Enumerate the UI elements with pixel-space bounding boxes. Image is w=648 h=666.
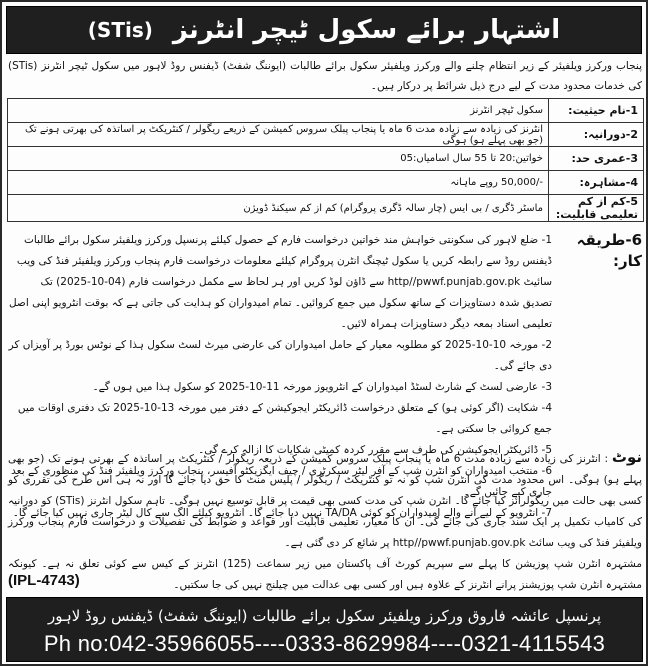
- method-item: 2- مورخہ 10-10-2025 کو مطلوبہ معیار کے حامل امیدواران کی عارضی میرٹ لسٹ سکول ہذا کے نوٹس بورڈ پر آویزاں کر دی جائے گی۔: [8, 339, 552, 372]
- spec-value: سکول ٹیچر انٹرنز: [8, 99, 549, 123]
- note-text-secondary: مشتہرہ انٹرن شپ پوزیشن کا پہلے سے سپریم کورٹ آف پاکستان میں زیر سماعت (125) انٹرنز کے کیس سے کوئی تعلق نہ ہے۔ کیونکہ مشتہرہ انٹرن شپ پوزیشنز پرانے انٹرنز کے علاوہ ہیں اور کسی بھی عدالت میں چیلنج نہیں کی جا سکتیں۔: [8, 558, 642, 591]
- spec-label: 2-دورانیہ:: [549, 123, 644, 147]
- reference-code: (IPL-4743): [8, 572, 80, 589]
- table-row: [8, 123, 644, 147]
- spec-value: انٹرنز کی زیادہ سے زیادہ مدت 6 ماہ یا پنجاب پبلک سروس کمیشن کے ذریعے ریگولر / کنٹریکٹ پر اساتذہ کی بھرتی ہونے تک (جو بھی پہلے ہو) ہوگی: [8, 123, 549, 147]
- page-title: اشتہار برائے سکول ٹیچر انٹرنز: [172, 15, 561, 45]
- method-item: 4- شکایت (اگر کوئی ہو) کے متعلق درخواست ڈائریکٹر ایجوکیشن کے دفتر میں مورخہ 13-10-2025 تک دفتری اوقات میں جمع کروائی جا سکتی ہے۔: [17, 402, 552, 435]
- intro-paragraph: پنجاب ورکرز ویلفیئر کے زیر انتظام چلنے والے ورکرز ویلفیئر سکول برائے طالبات (ایوننگ شفٹ) ڈیفنس روڈ لاہور میں سکول ٹیچر انٹرنز (STis) کی خدمات محدود مدت کے لیے درج ذیل شرائط پر درکار ہیں۔: [8, 60, 642, 92]
- spec-label: 4-مشاہرہ:: [549, 171, 644, 195]
- title-abbreviation: (STis): [87, 18, 153, 42]
- note-label: نوٹ: [611, 448, 643, 466]
- table-row: [8, 171, 644, 195]
- note-section: [8, 447, 642, 596]
- method-item: 6- منتخب امیدواران کو انٹرن شپ کے آفر لیٹر سیکرٹری / چیف ایگزیکٹو آفیسر، پنجاب ورکرز ویلفیئر فنڈ کی منظوری کے بعد جاری کیے جائیں گے۔: [11, 465, 552, 498]
- spec-label: 5-کم از کم تعلیمی قابلیت:: [549, 195, 644, 222]
- method-item: 7- انٹرویو کے لیے آنے والے امیدواران کو کوئی TA/DA نہیں دیا جائے گا۔ انٹرویو کیلئے الگ سے کال لیٹر جاری نہیں کیا جائے گا۔: [12, 507, 552, 519]
- method-item: 5- ڈائریکٹر ایجوکیشن کی طرف سے مقرر کردہ کمیٹی شکایات کا ازالہ کرے گی۔: [198, 444, 552, 456]
- contact-school: پرنسپل عائشہ فاروق ورکرز ویلفیئر سکول برائے طالبات (ایوننگ شفٹ) ڈیفنس روڈ لاہور: [47, 607, 602, 625]
- table-row: [8, 195, 644, 222]
- specs-table: [7, 98, 644, 222]
- method-first-row: [8, 230, 642, 335]
- spec-label: 3-عمری حد:: [549, 147, 644, 171]
- spec-value: ماسٹر ڈگری / بی ایس (چار سالہ ڈگری پروگرام) کم از کم سیکنڈ ڈویژن: [8, 195, 549, 222]
- footer-banner: [6, 597, 643, 662]
- spec-value: -/50,000 روپے ماہانہ: [8, 171, 549, 195]
- method-item: 3- عارضی لسٹ کے شارٹ لسٹڈ امیدواران کے انٹرویوز مورخہ 11-10-2025 کو سکول ہذا میں ہوں گے۔: [92, 381, 552, 393]
- spec-value: خواتین:20 تا 55 سال اسامیاں:05: [8, 147, 549, 171]
- table-row: [8, 147, 644, 171]
- method-item: 1- ضلع لاہور کی سکونتی خواہش مند خواتین درخواست فارم کے حصول کیلئے پرنسپل ورکرز ویلفیئر سکول برائے طالبات ڈیفنس روڈ سے رابطہ کریں یا سکول ٹیچنگ انٹرن پروگرام کیلئے معلومات درخواست فارم پنجاب ورکرز ویلفیئر فنڈ کی ویب سائیٹ http//pwwf.punjab.gov.pk سے ڈاؤن لوڈ کریں اور ہر لحاظ سے مکمل درخواست فارم (04-10-2025) تک تصدیق شدہ دستاویزات کے ساتھ سکول میں جمع کروائیں۔ تمام امیدواران کو ہدایت کی جاتی ہے کہ بوقت انٹرویو اپنی اصل تعلیمی اسناد بمعہ دیگر دستاویزات ہمراہ لائیں۔: [8, 234, 552, 330]
- header-banner: [6, 6, 642, 54]
- spec-label: 1-نام حیثیت:: [549, 99, 644, 123]
- note-text: : انٹرنز کی زیادہ سے زیادہ مدت 6 ماہ یا پنجاب پبلک سروس کمیشن کے ذریعہ ریگولر / کنٹریکٹ پر اساتذہ کے بھرتی ہونے تک (جو بھی پہلے ہو) ہوگی۔ اس محدود مدت کی انٹرن شپ کو نہ تو کنٹریکٹ / ریگولر / پلیس منٹ کا حق دیا جائے گا اور نہ ہی اس طرح کی تقرری کو کسی بھی حالت میں ریگولرائز کیا جائے گا۔ انٹرن شپ کی مدت کسی بھی قیمت پر قابل توسیع نہیں ہوگی۔ تاہم سکول انٹرنز (STis) کو دورانیہ کی کامیاب تکمیل پر ایک سند جاری کی جائے گی۔ ان کا معیار، تعلیمی قابلیت اور قواعد و ضوابط کی تفصیلات و درخواست فارم پنجاب ورکرز ویلفیئر فنڈ کی ویب سائٹ http//pwwf.punjab.gov.pk پر شائع کر دی گئی ہے۔: [8, 453, 642, 549]
- table-row: [8, 99, 644, 123]
- method-label: 6-طریقہ کار:: [576, 231, 642, 270]
- contact-phone: Ph no:042-35966055----0333-8629984----0321-4115543: [43, 631, 606, 656]
